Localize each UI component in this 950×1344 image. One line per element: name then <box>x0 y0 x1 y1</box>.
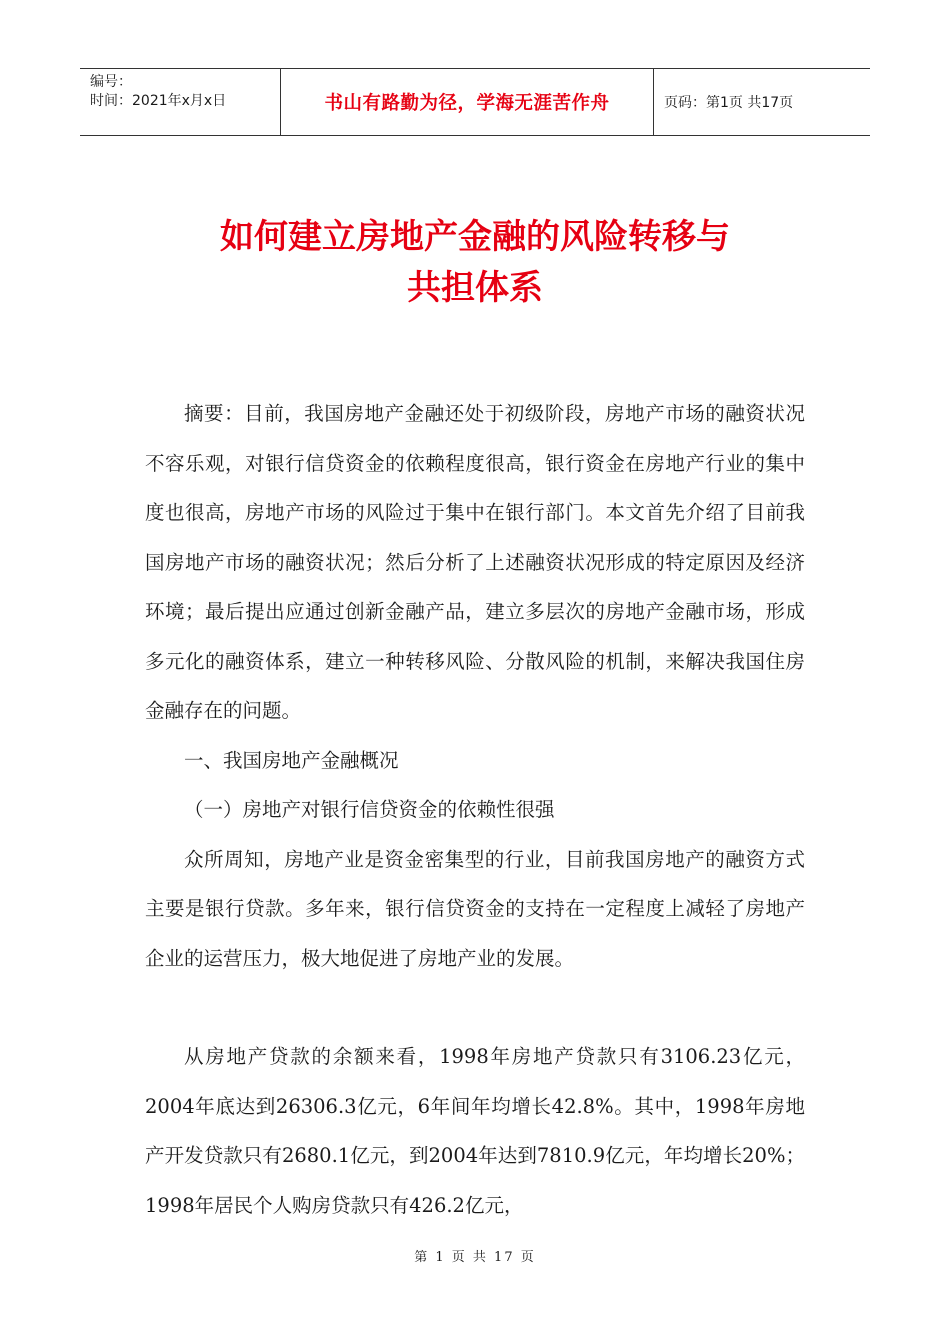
body-paragraph: 众所周知，房地产业是资金密集型的行业，目前我国房地产的融资方式主要是银行贷款。多年来，银行信贷资金的支持在一定程度上减轻了房地产企业的运营压力，极大地促进了房地产业的发展。 <box>145 847 805 970</box>
header-meta-cell <box>80 69 281 135</box>
header-motto: 书山有路勤为径，学海无涯苦作舟 <box>324 93 610 114</box>
header-page-info: 页码：第1页 共17页 <box>664 95 794 111</box>
subsection-heading-1: （一）房地产对银行信贷资金的依赖性很强 <box>184 798 555 821</box>
document-title-line-1: 如何建立房地产金融的风险转移与 <box>220 217 730 257</box>
header-table <box>80 68 870 136</box>
document-number-label: 编号： <box>90 74 132 90</box>
header-page-cell <box>654 69 870 135</box>
document-body <box>145 389 805 1230</box>
abstract-paragraph: 摘要：目前，我国房地产金融还处于初级阶段，房地产市场的融资状况不容乐观，对银行信贷资金的依赖程度很高，银行资金在房地产行业的集中度也很高，房地产市场的风险过于集中在银行部门。本文首先介绍了目前我国房地产市场的融资状况；然后分析了上述融资状况形成的特定原因及经济环境；最后提出应通过创新金融产品，建立多层次的房地产金融市场，形成多元化的融资体系，建立一种转移风险、分散风险的机制，来解决我国住房金融存在的问题。 <box>145 402 805 722</box>
header-motto-cell <box>281 69 654 135</box>
document-title <box>80 212 870 314</box>
document-time-label: 时间：2021年x月x日 <box>90 93 227 109</box>
body-paragraph: 从房地产贷款的余额来看，1998年房地产贷款只有3106.23亿元，2004年底达到26306.3亿元，6年间年均增长42.8%。其中，1998年房地产开发贷款只有2680.1亿元，到2004年达到7810.9亿元，年均增长20%；1998年居民个人购房贷款只有426.2亿元， <box>145 1045 805 1217</box>
document-title-line-2: 共担体系 <box>407 268 543 308</box>
page-footer: 第 1 页 共 17 页 <box>414 1250 536 1265</box>
section-heading-1: 一、我国房地产金融概况 <box>184 748 399 772</box>
